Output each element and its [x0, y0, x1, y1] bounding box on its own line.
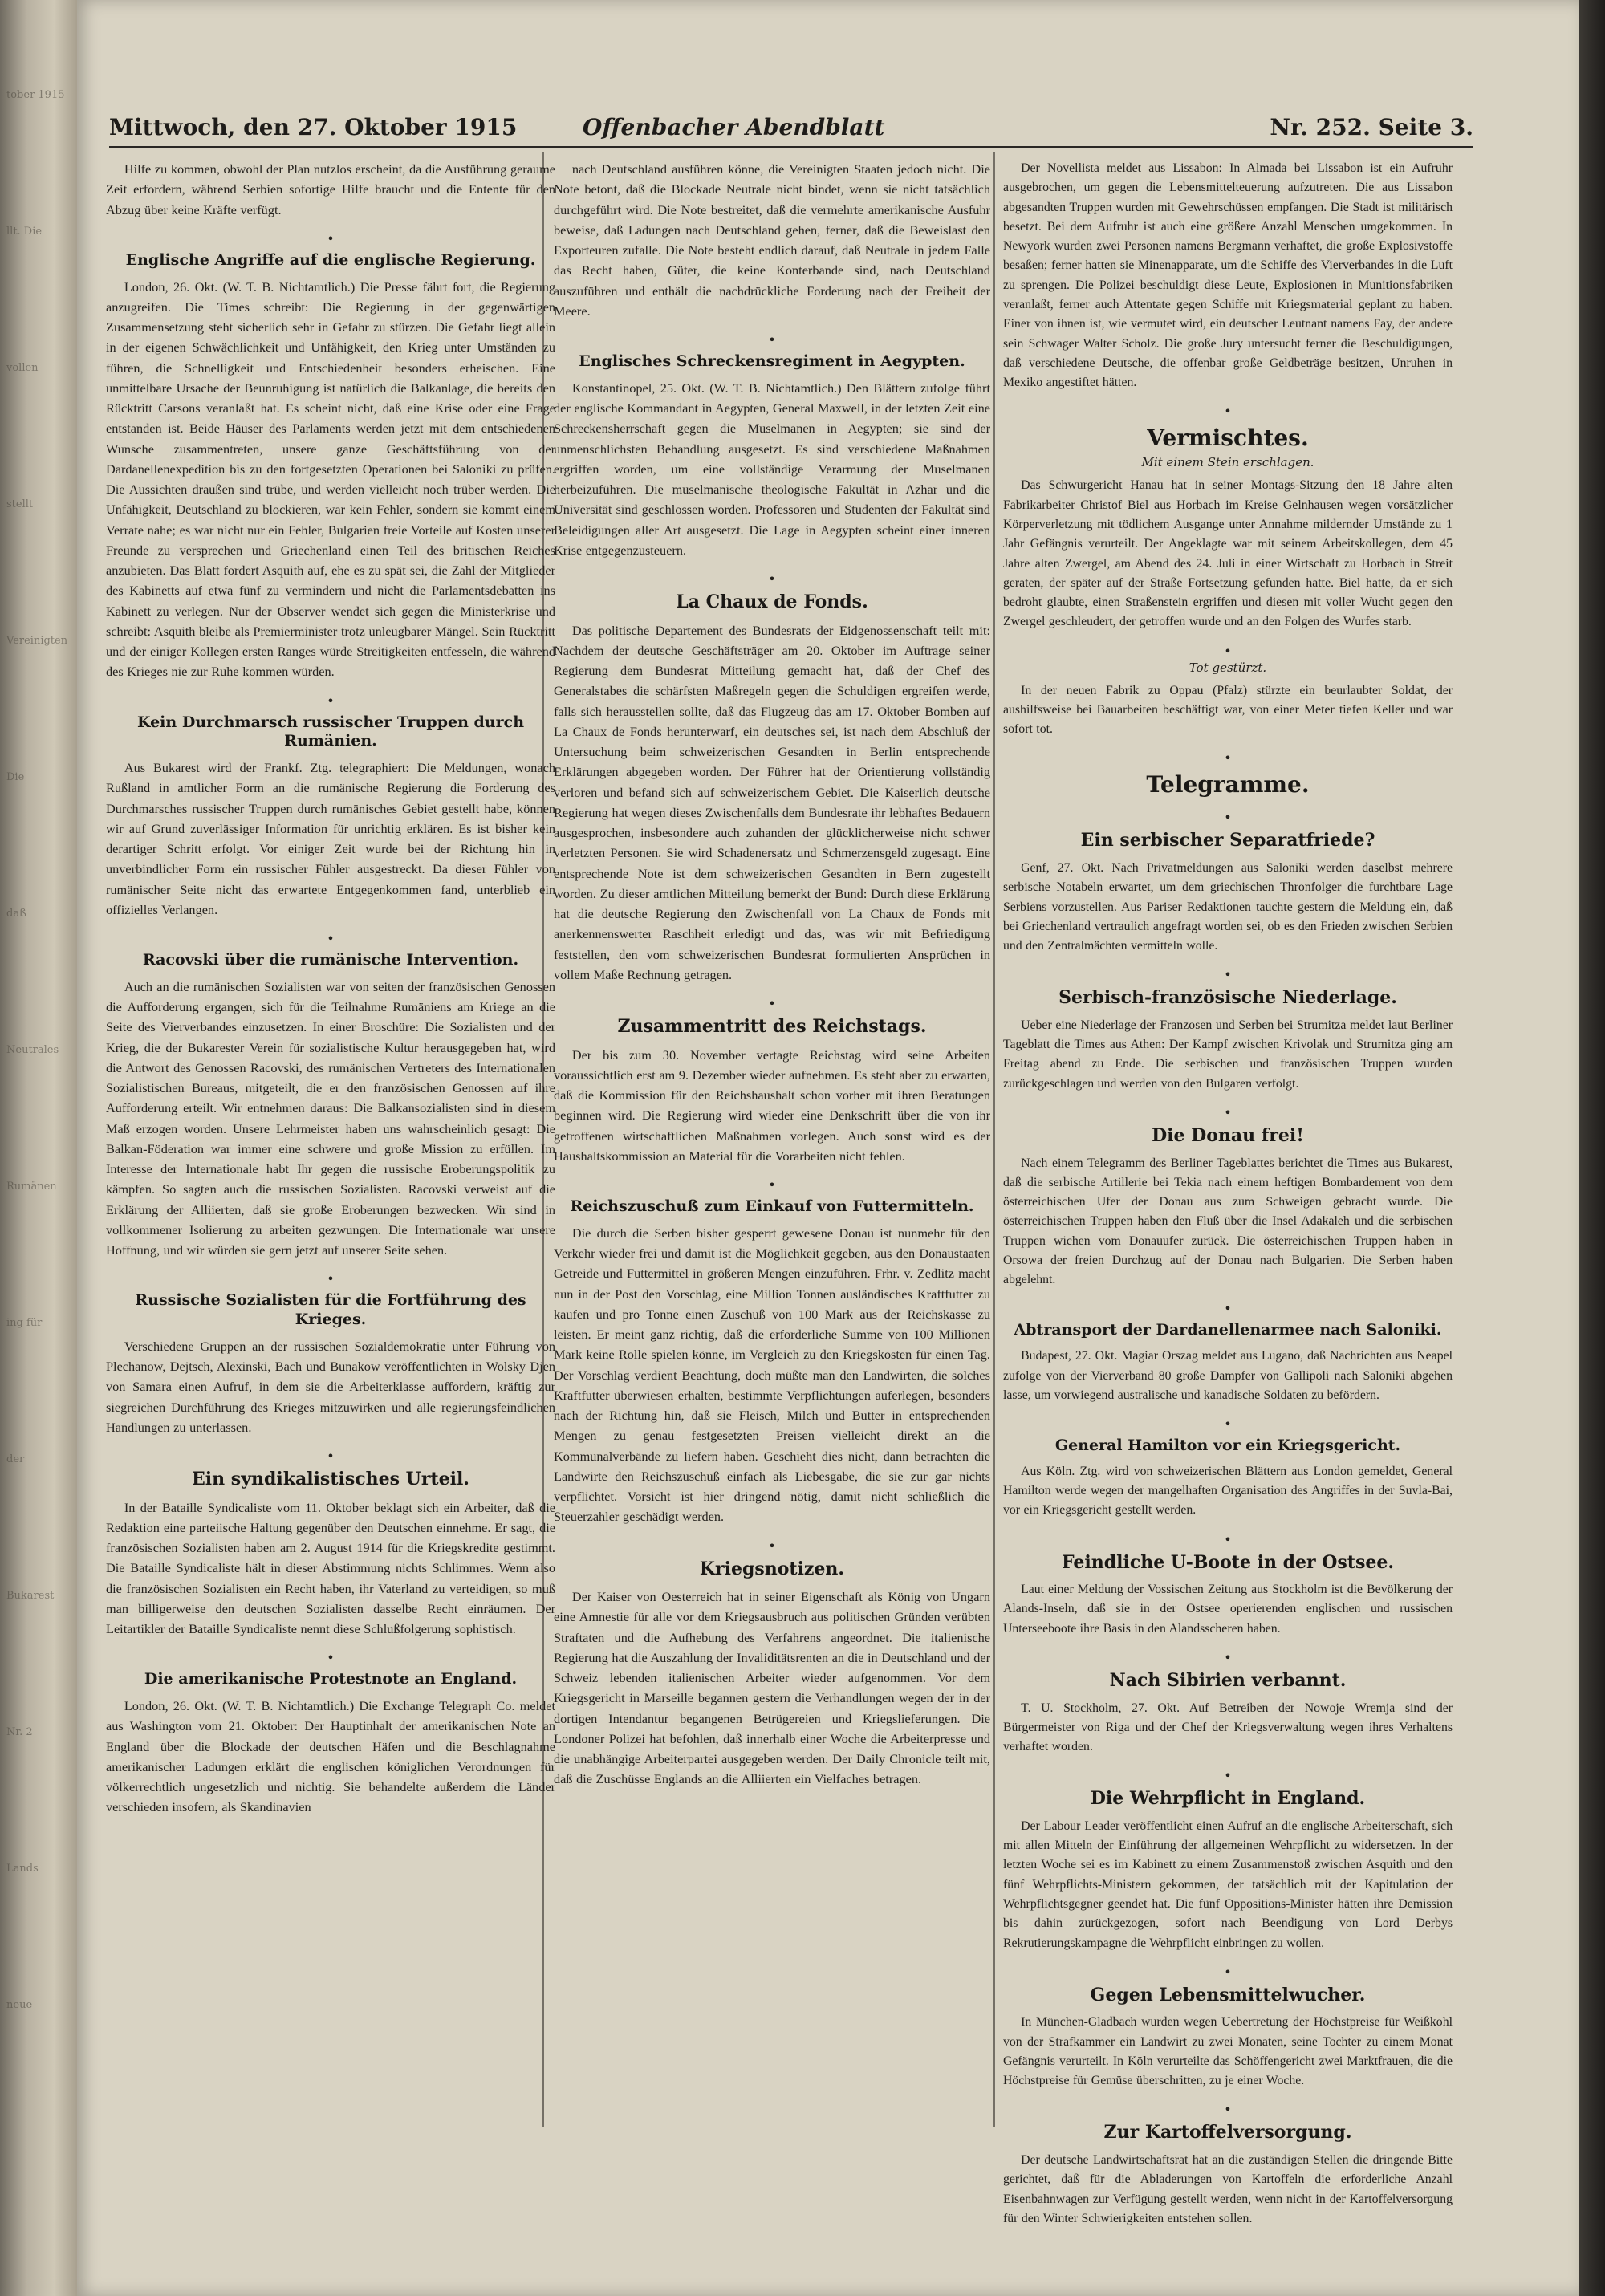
article-body: In der neuen Fabrik zu Oppau (Pfalz) stürzte ein beurlaubter Soldat, der aushilfsweise bei Bauarbeiten beschäftigt war, von einer Meter tiefen Keller und war sofort tot. [1003, 683, 1453, 737]
article-body: Aus Bukarest wird der Frankf. Ztg. telegraphiert: Die Meldungen, wonach Rußland in amtlicher Form an die rumänische Regierung die Forderung des Durchmarsches russischer Truppen durch rumänisches Gebiet gestellt habe, können wir auf Grund zuverlässiger Information für unrichtig erklären. Es ist bisher kein derartiger Schritt erfolgt. Vor einiger Zeit wurde bei der Richtung hin in unverbindlicher Form ein russischer Fühler ausgestreckt. Da dieser Fühler von rumänischer Seite nicht das erwartete Entgegenkommen fand, unterblieb ein offizielles Verlangen. [106, 760, 555, 917]
article-body: Der Labour Leader veröffentlicht einen Aufruf an die englische Arbeiterschaft, sich mit allen Mitteln der Einführung der allgemeinen Wehrpflicht zu widersetzen. In der letzten Woche sei es im Kabinett zu einem Zusammenstoß zwischen Asquith und den fünf Wehrpflichts-Ministern gekommen, der tatsächlich mit der Kapitulation der Wehrpflichtsgegner geendet hat. Die fünf Oppositions-Minister hätten ihre Demission bis dahin zurückgezogen, sofort nach Beendigung von Lord Derbys Rekrutierungskampagne die Wehrpflicht einbringen zu wollen. [1003, 1819, 1453, 1950]
article-body: Auch an die rumänischen Sozialisten war von seiten der französischen Genossen die Aufforderung ergangen, sich für die Teilnahme Rumäniens am Kriege an die Seite des Vierverbandes einzusetzen. In einer Broschüre: Die Sozialisten und der Krieg, die der Bukarester Verein für sozialistische Kultur herausgegeben hat, wird die Antwort des Genossen Racovski, des rumänischen Vertreters des Internationalen Sozialistischen Bureaus, mitgeteilt, die er den französischen Genossen auf ihre Aufforderung erteilt. Wir entnehmen daraus: Die Balkansozialisten sind in diesem Maß erzogen worden. Unsere Lehrmeister haben uns wahrscheinlich gesagt: Die Balkan-Föderation war immer eine schwere und große Mission zu erfüllen. Im Interesse der Internationale habt Ihr gegen die russische Eroberungspolitik zu kämpfen. So sagten auch die russischen Sozialisten. Racovski verweist auf die Erklärung der Alliierten, daß sie große Eroberungen bezwecken. Wir sind in vollkommener Isolierung zu arbeiten gezwungen. Die Internationale war unsere Hoffnung, und wir würden sie gern jetzt auf unserer Seite sehen. [106, 978, 555, 1258]
article-body: Konstantinopel, 25. Okt. (W. T. B. Nichtamtlich.) Den Blättern zufolge führt der englische Kommandant in Aegypten, General Maxwell, in der letzten Zeit eine Schreckensherrschaft gegen die Muselmanen in Aegypten; sie sind der unmenschlichsten Behandlung ausgesetzt. Es sind verschiedene Maßnahmen ergriffen worden, um eine vollständige Verarmung der Muselmanen herbeizuführen. Die muselmanische theologische Fakultät in Azhar und die Universität sind geschlossen worden. Professoren und Studenten der Fakultät sind Beleidigungen aller Art ausgesetzt. Die Lage in Aegypten scheint einer inneren Krise entgegenzusteuern. [554, 380, 990, 558]
section-separator: • [1224, 1650, 1232, 1665]
article-body: Aus Köln. Ztg. wird von schweizerischen Blättern aus London gemeldet, General Hamilton werde wegen der mangelhaften Organisation des Angriffes in der Suvla-Bai, vor ein Kriegsgericht gestellt werden. [1003, 1464, 1453, 1518]
section-separator: • [327, 1449, 335, 1464]
spine-fragment: Nr. 2 [6, 1726, 33, 1738]
article [106, 159, 555, 220]
section-separator: • [327, 1650, 335, 1666]
article [1003, 1788, 1453, 1953]
article-body: London, 26. Okt. (W. T. B. Nichtamtlich.) Die Exchange Telegraph Co. meldet aus Washington vom 21. Oktober: Der Hauptinhalt der amerikanischen Note an England über die Blockade der deutschen Häfen und die Beschlagnahme amerikanischer Ladungen erklärt die englischen königlichen Verordnungen für völkerrechtlich ungesetzlich und nichtig. Sie behandelte außerdem die Länder verschieden insofern, als Skandinavien [106, 1698, 555, 1815]
article-body: Verschiedene Gruppen an der russischen Sozialdemokratie unter Führung von Plechanow, Dejtsch, Alexinski, Bach und Bunakow veröffentlichten in Wolsky Djen von Samara einen Aufruf, in dem sie die Arbeiterklasse auffordern, kräftig zur siegreichen Durchführung des Krieges mitzuwirken und alle regierungsfeindlichen Handlungen zu unterlassen. [106, 1338, 555, 1435]
adjacent-page-spine [0, 0, 77, 2296]
article-body: nach Deutschland ausführen könne, die Vereinigten Staaten jedoch nicht. Die Note betont, daß die Blockade Neutrale nicht bindet, wenn sie nicht tatsächlich durchgeführt wird. Die Note bestreitet, daß die vermehrte amerikanische Ausfuhr beweise, daß Ladungen nach Deutschland gehen, ferner, daß die Beweislast den Exporteuren zufalle. Die Note besteht endlich darauf, daß Neutrale in jedem Falle das Recht haben, Güter, die keine Konterbande sind, nach Deutschland auszuführen und enthält die nachdrückliche Forderung nach der Freiheit der Meere. [554, 161, 990, 319]
article-headline: General Hamilton vor ein Kriegsgericht. [1054, 1437, 1401, 1455]
article-body: Ueber eine Niederlage der Franzosen und Serben bei Strumitza meldet laut Berliner Tageblatt die Times aus Athen: Der Kampf zwischen Krivolak und Strumitza ging am Freitag abend zu Ende. Die serbischen und französischen Truppen wurden zurückgeschlagen und werden von den Bulgaren verfolgt. [1003, 1018, 1453, 1091]
section-separator: • [327, 693, 335, 709]
article-headline: Zusammentritt des Reichstags. [617, 1016, 927, 1037]
article [1003, 987, 1453, 1094]
article-subheadline: Tot gestürzt. [1189, 660, 1267, 675]
spine-fragment: Vereinigten [6, 635, 68, 647]
section-separator: • [327, 230, 335, 246]
section-separator: • [1224, 643, 1232, 659]
article-body: London, 26. Okt. (W. T. B. Nichtamtlich.) Die Presse fährt fort, die Regierung anzugreifen. Die Times schreibt: Die Regierung in der gegenwärtigen Zusammensetzung steht sicherlich sehr in Gefahr zu stürzen. Die Gefahr liegt allein in der eigenen Schwächlichkeit und Unfähigkeit, den Krieg unter Umständen zu führen, die Schnelligkeit und Entschiedenheit besonders erheischen. Eine unmittelbare Ursache der Beunruhigung ist natürlich die Balkanlage, die bereits den Rücktritt Carsons veranlaßt hat. Es scheint nicht, daß eine Krise oder eine Frage entstanden ist. Beide Häuser des Parlaments werden jetzt mit dem entschiedenen Wunsche zusammentreten, unsere ganze Geschäftsführung von der Dardanellenexpedition bis zu den fortgesetzten Operationen bei Saloniki zu prüfen. Die Aussichten draußen sind trübe, und werden vielleicht noch trüber werden. Die Unfähigkeit, Deutschland zu blockieren, war kein Fehler, sondern sie kommt einem Verrate nahe; es war nicht nur ein Fehler, Bulgarien freie Vorteile auf Kosten unserer Freunde zu versprechen und Griechenland einen Teil des britischen Reiches anzubieten. Das Blatt fordert Asquith auf, ehe es zu spät sei, die Zahl der Mitglieder des Kabinetts auf etwa fünf zu vermindern und nicht die Parlamentsdebatten ins Kabinett zu verlegen. Nur der Observer wendet sich gegen die Ministerkrise und schreibt: Asquith bleibe als Premierminister trotz unleugbarer Mängel. Sein Rücktritt und der einiger Kollegen ersten Ranges würde Streitigkeiten entfesseln, die während des Krieges nie zur Ruhe kommen würden. [106, 278, 555, 680]
section-separator: • [1224, 1416, 1232, 1432]
spine-fragment: Lands [6, 1863, 39, 1875]
section-separator: • [1224, 404, 1232, 420]
article-headline: Racovski über die rumänische Intervention. [142, 951, 519, 969]
article [106, 1469, 555, 1639]
spine-fragment: tober 1915 [6, 89, 65, 101]
section-separator: • [1224, 967, 1232, 983]
section-separator: • [1224, 1301, 1232, 1317]
article-headline: Gegen Lebensmittelwucher. [1090, 1984, 1366, 2005]
header-page-number: Nr. 252. Seite 3. [1270, 114, 1473, 140]
article [554, 1197, 990, 1527]
article-body: In der Bataille Syndicaliste vom 11. Oktober beklagt sich ein Arbeiter, daß die Redaktion eine parteiische Haltung gegenüber den Deutschen einnehme. Er sagt, die französischen Sozialisten haben am 2. August 1914 für die Kriegskredite gestimmt. Die Bataille Syndicaliste hält in dieser Abstimmung nichts Schlimmes. Wenn also die französischen Sozialisten ein Recht haben, ihr Vaterland zu verteidigen, so muß man billigerweise den deutschen Sozialisten dasselbe Recht einräumen. Der Leitartikler der Bataille Syndicaliste nennt diese Schlußfolgerung sophistisch. [106, 1499, 555, 1636]
spine-fragment: der [6, 1453, 25, 1465]
section-separator: • [768, 332, 776, 347]
article-headline: Zur Kartoffelversorgung. [1103, 2122, 1352, 2144]
article [1003, 660, 1453, 740]
article [1003, 1670, 1453, 1757]
article [106, 713, 555, 920]
section-separator: • [768, 1538, 776, 1554]
section-separator: • [1224, 1964, 1232, 1980]
article-body: Das Schwurgericht Hanau hat in seiner Montags-Sitzung den 18 Jahre alten Fabrikarbeiter Christof Biel aus Horbach im Kreise Gelnhausen wegen vorsätzlicher Körperverletzung mit tödlichem Ausgange unter Annahme mildernder Umstände zu 1 Jahr Gefängnis verurteilt. Der Angeklagte war mit seinem Arbeitskollegen, dem 45 Jahre alten Zwergel, am Abend des 24. Juli in einer Wirtschaft zu Horbach in Streit geraten, der später auf der Straße Fortsetzung gefunden hatte. Biel hatte, da er sich bedroht glaubte, einen Straßenstein ergriffen und diesen mit voller Wucht gegen den Zwergel geschleudert, der getroffen wurde und an den Folgen des Wurfes starb. [1003, 478, 1453, 629]
column-rule [993, 152, 995, 2127]
article [106, 251, 555, 682]
article-headline: Die Wehrpflicht in England. [1090, 1788, 1366, 1810]
article [1003, 1552, 1453, 1639]
article-headline: Ein serbischer Separatfriede? [1080, 830, 1375, 851]
spine-fragment: Bukarest [6, 1590, 55, 1602]
spine-fragment: daß [6, 908, 26, 920]
article-body: Die durch die Serben bisher gesperrt gewesene Donau ist nunmehr für den Verkehr wieder frei und damit ist die Möglichkeit gegeben, aus den Donaustaaten Getreide und Futtermittel in größeren Mengen einzuführen. Frhr. v. Zedlitz macht nun in der Post den Vorschlag, eine Million Tonnen ausländisches Kraftfutter zu kaufen und pro Tonne einen Zuschuß von 100 Mark aus der Reichskasse zu leisten. Er meint ganz richtig, daß die erforderliche Summe von 100 Millionen Mark keine Rolle spielen könne, im Vergleich zu den Kriegskosten für einen Tag. Der Vorschlag verdient Beachtung, doch müßte man den Landwirten, die solches Kraftfutter überwiesen erhalten, bestimmte Verpflichtungen auferlegen, besonders nach der Richtung hin, daß sie Fleisch, Milch und Butter in entsprechenden Mengen zu genau festgesetzten Preisen vielleicht direkt an die Kommunalverbände zu liefern haben. Geschieht dies nicht, dann betrachten die Landwirte den Reichszuschuß einfach als Liebesgabe, die sie zur gar nichts verpflichtet. Vorsicht ist hier dringend nötig, damit nicht schließlich die Steuerzahler geschädigt werden. [554, 1225, 990, 1525]
article [554, 1016, 990, 1166]
column-2 [554, 159, 990, 1801]
article-headline: Die amerikanische Protestnote an England. [144, 1670, 518, 1688]
article-headline: Russische Sozialisten für die Fortführung des Krieges. [135, 1291, 526, 1328]
article-body: Das politische Departement des Bundesrats der Eidgenossenschaft teilt mit: Nachdem der deutsche Geschäftsträger am 20. Oktober im Auftrage seiner Regierung dem Bundesrat Mitteilung gemacht hat, daß der Chef des Generalstabes die schärfsten Maßregeln gegen die Schuldigen ergreifen werde, falls sich herausstellen sollte, daß das Flugzeug das am 17. Oktober Bomben auf La Chaux de Fonds herunterwarf, ein deutsches sei, ist nach dem Abschluß der Untersuchung beim schweizerischen Gesandten in Berlin entsprechende Erklärungen abgegeben worden. Der Führer hat der Orientierung vollständig verloren und befand sich auf schweizerischem Gebiet. Die Kaiserlich deutsche Regierung hat wegen dieses Zwischenfalls dem Bundesrate ihr lebhaftes Bedauern ausgesprochen, insbesondere auch zuhanden der glücklicherweise nicht schwer verletzten Personen. Sie wird Schadenersatz und Schmerzensgeld zugesagt. Eine entsprechende Note ist dem schweizerischen Gesandten in Bern zugestellt worden. Zu dieser amtlichen Mitteilung bemerkt der Bund: Durch diese Erklärung hat die deutsche Regierung den Zwischenfall von La Chaux de Fonds mit anerkennenswerter Raschheit erledigt und das, was wir mit Befriedigung feststellen, den vom schweizerischen Bundesrat formulierten Ansprüchen in vollem Maße Rechnung getragen. [554, 622, 990, 982]
spine-fragment: llt. Die [6, 226, 43, 238]
spine-fragment: Rumänen [6, 1181, 57, 1193]
article-headline: Vermischtes. [1147, 425, 1309, 452]
article [106, 1670, 555, 1817]
article-headline: Reichszuschuß zum Einkauf von Futtermitteln. [570, 1197, 974, 1215]
section-separator: • [327, 1271, 335, 1287]
article [106, 951, 555, 1260]
article-headline: Ein syndikalistisches Urteil. [192, 1469, 469, 1489]
article-headline: Kein Durchmarsch russischer Truppen durch Rumänien. [136, 713, 525, 750]
page-edge [1579, 0, 1605, 2296]
column-1 [106, 159, 555, 1829]
article-body: Der Kaiser von Oesterreich hat in seiner Eigenschaft als König von Ungarn eine Amnestie für alle vor dem Kriegsausbruch aus politischen Gründen verübten Straftaten und die Aufhebung des Verfahrens angeordnet. Die italienische Regierung hat die Auszahlung der Invaliditätsrenten an die in Deutschland und der Schweiz lebenden italienischen Arbeiter wieder aufgenommen. Vor dem Kriegsgericht in Marseille begannen gestern die Verhandlungen wegen der in der dortigen Intendantur begangenen Betrügereien und Kriegslieferungen. Die Londoner Polizei hat befohlen, daß innerhalb einer Woche die Arbeiterpresse und die unabhängige Arbeiterpartei ausgegeben werden. Der Daily Chronicle teilt mit, daß die Zuschüsse Englands an die Alliierten ein Vielfaches betragen. [554, 1589, 990, 1787]
article [1003, 424, 1453, 632]
article [554, 591, 990, 985]
article-headline: Kriegsnotizen. [699, 1558, 845, 1579]
article [554, 159, 990, 321]
page-header [109, 111, 1473, 148]
article-headline: Die Donau frei! [1152, 1125, 1304, 1146]
spine-fragment: neue [6, 1999, 33, 2011]
article-body: Budapest, 27. Okt. Magiar Orszag meldet aus Lugano, daß Nachrichten aus Neapel zufolge von der Vierverband 80 große Dampfer von Gallipoli nach Saloniki abgehen lasse, um vorwiegend australische und kanadische Soldaten zu befördern. [1003, 1349, 1453, 1402]
header-date: Mittwoch, den 27. Oktober 1915 [109, 114, 518, 140]
article-body: Der deutsche Landwirtschaftsrat hat an die zuständigen Stellen die dringende Bitte gerichtet, daß für die Abladerungen von Kartoffeln die erforderliche Anzahl Eisenbahnwagen zur Verfügung gestellt werden, wenn nicht in der Kartoffelversorgung für den Winter Schwierigkeiten entstehen sollen. [1003, 2152, 1453, 2225]
section-separator: • [1224, 1531, 1232, 1547]
spine-fragment: Die [6, 771, 25, 783]
article-headline: Englische Angriffe auf die englische Regierung. [125, 250, 536, 269]
section-separator: • [768, 571, 776, 587]
article-body: Hilfe zu kommen, obwohl der Plan nutzlos erscheint, da die Ausführung geraume Zeit erfordern, während Serbien sofortige Hilfe braucht und die Entente für den Abzug über keine Kräfte verfügt. [106, 161, 555, 217]
article [1003, 159, 1453, 392]
article [1003, 1321, 1453, 1405]
spine-fragment: ing für [6, 1317, 43, 1329]
article-body: Genf, 27. Okt. Nach Privatmeldungen aus Saloniki werden daselbst mehrere serbische Notabeln erwartet, um dem griechischen Thronfolger die furchtbare Lage Serbiens vorzustellen. Aus Pariser Redaktionen tauchte gestern die Meldung ein, daß bei Griechenland vertraulich angefragt worden sei, ob es den Frieden zwischen Serbien und den Zentralmächten vermitteln wolle. [1003, 860, 1453, 953]
article-body: Laut einer Meldung der Vossischen Zeitung aus Stockholm ist die Bevölkerung der Alands-Inseln, daß sie in der Ostsee operierenden englischen und russischen Unterseeboote ihre Basis in den Alandsscheren haben. [1003, 1583, 1453, 1636]
section-separator: • [1224, 2102, 1232, 2118]
article [554, 352, 990, 560]
article-headline: Englisches Schreckensregiment in Aegypten. [579, 352, 965, 370]
article [1003, 770, 1453, 799]
article [1003, 830, 1453, 956]
section-separator: • [768, 996, 776, 1011]
spine-fragment: Neutrales [6, 1044, 59, 1056]
article-body: Der Novellista meldet aus Lissabon: In Almada bei Lissabon ist ein Aufruhr ausgebrochen, um gegen die Lebensmittelteuerung aufzutreten. Die aus Lissabon abgesandten Truppen wurden mit Gewehrschüssen empfangen. Die Stadt ist militärisch besetzt. Bei dem Aufruhr ist auch eine größere Anzahl Menschen umgekommen. In Newyork wurden zwei Personen namens Bergmann verhaftet, die große Explosivstoffe besaßen; ferner hatten sie Minenapparate, um die Schiffe des Vierverbandes in die Luft zu sprengen. Die Polizei beschuldigt diese Leute, Explosionen in Munitionsfabriken veranlaßt, ferner auch Attentate gegen Schiffe mit Kriegsmaterial geplant zu haben. Einer von ihnen ist, wie vermutet wird, ein deutscher Leutnant namens Fay, der andere sein Schwager Walter Scholz. Die große Jury untersucht ferner die Beschuldigungen, daß verschiedene Deutsche, die offenbar große Geldbeträge besitzen, Unruhen in Mexiko angestiftet hätten. [1003, 161, 1453, 390]
section-separator: • [768, 1177, 776, 1193]
article-headline: Serbisch-französische Niederlage. [1058, 987, 1397, 1009]
article-subheadline: Mit einem Stein erschlagen. [1141, 455, 1314, 470]
section-separator: • [1224, 750, 1232, 766]
article-body: In München-Gladbach wurden wegen Uebertretung der Höchstpreise für Weißkohl von der Strafkammer ein Landwirt zu zwei Monaten, seine Tochter zu einem Monat Gefängnis verurteilt. In Köln verurteilte das Schöffengericht zwei Marktfrauen, die die Höchstpreise für Gemüse überschritten, zu je einer Woche. [1003, 2015, 1453, 2088]
article [106, 1291, 555, 1437]
section-separator: • [1224, 1768, 1232, 1784]
article-headline: La Chaux de Fonds. [676, 591, 868, 612]
article-body: T. U. Stockholm, 27. Okt. Auf Betreiben der Nowoje Wremja sind der Bürgermeister von Riga und der Chef der Kriegsverwaltung wegen ihres Verhaltens verhaftet worden. [1003, 1701, 1453, 1754]
section-separator: • [1224, 810, 1232, 826]
article-body: Nach einem Telegramm des Berliner Tageblattes berichtet die Times aus Bukarest, daß die serbische Artillerie bei Tekia nach einem heftigen Bombardement von dem österreichischen Ufer der Donau aus zum Schweigen gebracht wurde. Die österreichischen Truppen haben den Fluß über die Insel Adakaleh und die serbischen Truppen wichen vom Donauufer zurück. Die österreichischen Truppen haben in Orsowa der freien Durchzug auf der Donau nach Bulgarien. Die Serben haben abgelehnt. [1003, 1156, 1453, 1287]
article-headline: Feindliche U-Boote in der Ostsee. [1062, 1551, 1394, 1573]
article [554, 1558, 990, 1790]
column-3 [1003, 159, 1453, 2240]
article [1003, 1985, 1453, 2091]
article-body: Der bis zum 30. November vertagte Reichstag wird seine Arbeiten voraussichtlich erst am 9. Dezember wieder aufnehmen. Es steht aber zu erwarten, daß die Kommission für den Reichshaushalt schon vorher mit ihren Beratungen beginnen wird. Die Regierung wird wieder eine Denkschrift über die von ihr getroffenen wirtschaftlichen Maßnahmen vorlegen. Auch sonst wird es der Haushaltskommission an Material für die Vorarbeiten nicht fehlen. [554, 1046, 990, 1164]
article [1003, 1437, 1453, 1521]
section-separator: • [1224, 1105, 1232, 1120]
article-headline: Telegramme. [1146, 771, 1310, 799]
spine-fragment: stellt [6, 498, 34, 510]
spine-fragment: vollen [6, 362, 39, 374]
article [1003, 2122, 1453, 2229]
article-headline: Abtransport der Dardanellenarmee nach Saloniki. [1014, 1321, 1442, 1339]
header-paper-title: Offenbacher Abendblatt [583, 114, 885, 140]
article-headline: Nach Sibirien verbannt. [1109, 1670, 1347, 1691]
newspaper-page [77, 0, 1579, 2296]
section-separator: • [327, 931, 335, 946]
article [1003, 1125, 1453, 1290]
